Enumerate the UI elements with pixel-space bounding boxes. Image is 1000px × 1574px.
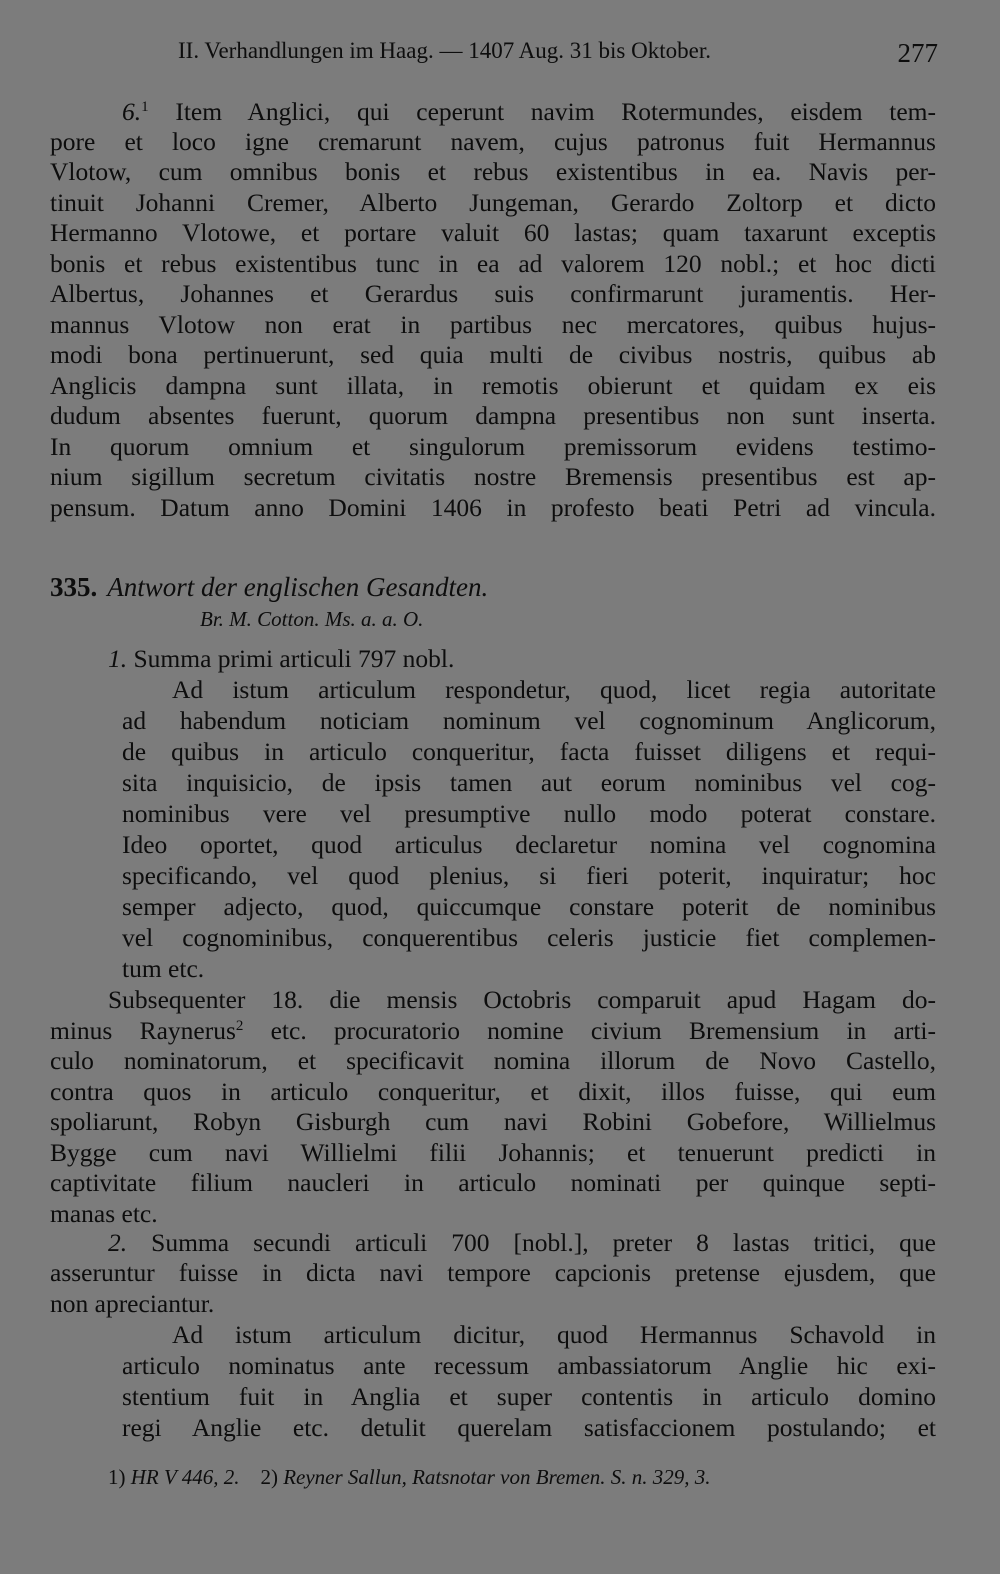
para6-line-13: nium sigillum secretum civitatis nostre Bremensis presentibus est ap-: [50, 462, 936, 491]
para6-line-5: Hermanno Vlotowe, et portare valuit 60 lastas; quam taxarunt exceptis: [50, 218, 936, 247]
para6-line-10: Anglicis dampna sunt illata, in remotis obierunt et quidam ex eis: [50, 371, 936, 400]
section-heading: [50, 571, 488, 603]
article2-summary: Summa secundi articuli 700 [nobl.], preter 8 lastas tritici, que: [151, 1228, 936, 1257]
footnote-1-text: HR V 446, 2.: [130, 1465, 240, 1489]
footnote-ref-2: 2: [235, 1018, 244, 1034]
article2-line-1: [108, 1228, 936, 1258]
source-reference: Br. M. Cotton. Ms. a. a. O.: [200, 607, 424, 631]
para6-line-11: dudum absentes fuerunt, quorum dampna presentibus non sunt inserta.: [50, 401, 936, 430]
article2-marker: 2.: [108, 1228, 128, 1257]
article1-sub-line-2: [50, 1016, 936, 1046]
article2-answer-line-4: regi Anglie etc. detulit querelam satisfaccionem postulando; et: [122, 1413, 936, 1442]
footnote-ref-1: 1: [141, 99, 149, 115]
article1-answer-line-2: ad habendum noticiam nominum vel cognominum Anglicorum,: [122, 706, 936, 735]
article2-answer-line-3: stentium fuit in Anglia et super contentis in articulo domino: [122, 1382, 936, 1411]
sub-text-b: etc. procuratorio nomine civium Bremensium in arti-: [243, 1016, 937, 1045]
page-number: 277: [897, 38, 938, 68]
para6-line-2: pore et loco igne cremarunt navem, cujus patronus fuit Hermannus: [50, 127, 936, 156]
para6-line-14: pensum. Datum anno Domini 1406 in profesto beati Petri ad vincula.: [50, 493, 936, 522]
para6-line-9: modi bona pertinuerunt, sed quia multi de civibus nostris, quibus ab: [50, 340, 936, 369]
para6-line-7: Albertus, Johannes et Gerardus suis confirmarunt juramentis. Her-: [50, 279, 936, 308]
para6-line-3: Vlotow, cum omnibus bonis et rebus existentibus in ea. Navis per-: [50, 157, 936, 186]
article1-answer-line-7: specificando, vel quod plenius, si fieri poterit, inquiratur; hoc: [122, 861, 936, 890]
article1-sub-line-1: Subsequenter 18. die mensis Octobris comparuit apud Hagam do-: [108, 985, 936, 1014]
para6-text: Item Anglici, qui ceperunt navim Rotermundes, eisdem tem-: [175, 97, 937, 126]
sub-text-a: minus Raynerus: [50, 1016, 236, 1045]
article1-sub-line-7: captivitate filium naucleri in articulo nominati per quinque septi-: [50, 1168, 936, 1197]
article1-summary: Summa primi articuli 797 nobl.: [133, 644, 455, 673]
article1-sub-line-3: culo nominatorum, et specificavit nomina illorum de Novo Castello,: [50, 1046, 936, 1075]
article1-sub-line-4: contra quos in articulo conqueritur, et dixit, illos fuisse, qui eum: [50, 1077, 936, 1106]
para6-line-8: mannus Vlotow non erat in partibus nec mercatores, quibus hujus-: [50, 310, 936, 339]
section-title: Antwort der englischen Gesandten.: [107, 572, 489, 602]
article1-answer-line-8: semper adjecto, quod, quiccumque constare poterit de nominibus: [122, 892, 936, 921]
article2-line-2: asseruntur fuisse in dicta navi tempore capcionis pretense ejusdem, que: [50, 1258, 936, 1287]
footnotes: [108, 1464, 711, 1490]
article1-sub-line-6: Bygge cum navi Willielmi filii Johannis; et tenuerunt predicti in: [50, 1138, 936, 1167]
article1-answer-line-4: sita inquisicio, de ipsis tamen aut eorum nominibus vel cog-: [122, 768, 936, 797]
para6-line-1: [122, 97, 936, 127]
footnote-2-number: 2): [260, 1465, 278, 1489]
footnote-1-number: 1): [108, 1465, 126, 1489]
article1-sub-line-8: manas etc.: [50, 1199, 158, 1228]
para6-line-12: In quorum omnium et singulorum premissorum evidens testimo-: [50, 432, 936, 461]
footnote-2-text: Reyner Sallun, Ratsnotar von Bremen. S. n. 329, 3.: [283, 1465, 711, 1489]
article1-answer-line-9: vel cognominibus, conquerentibus celeris justicie fiet complemen-: [122, 923, 936, 952]
para6-line-6: bonis et rebus existentibus tunc in ea ad valorem 120 nobl.; et hoc dicti: [50, 249, 936, 278]
article1-answer-line-6: Ideo oportet, quod articulus declaretur nomina vel cognomina: [122, 830, 936, 859]
para6-line-4: tinuit Johanni Cremer, Alberto Jungeman, Gerardo Zoltorp et dicto: [50, 188, 936, 217]
para6-marker: 6.: [122, 97, 142, 126]
article2-answer-line-2: articulo nominatus ante recessum ambassiatorum Anglie hic exi-: [122, 1351, 936, 1380]
article2-line-3: non apreciantur.: [50, 1289, 215, 1318]
article1-answer-line-10: tum etc.: [122, 954, 205, 983]
article1-sub-line-5: spoliarunt, Robyn Gisburgh cum navi Robini Gobefore, Willielmus: [50, 1107, 936, 1136]
article2-answer-line-1: Ad istum articulum dicitur, quod Hermannus Schavold in: [172, 1320, 936, 1349]
article1-answer-line-5: nominibus vere vel presumptive nullo modo poterat constare.: [122, 799, 936, 828]
running-title: II. Verhandlungen im Haag. — 1407 Aug. 31 bis Oktober.: [178, 38, 711, 63]
article1-marker: 1.: [108, 644, 128, 673]
section-number: 335.: [50, 572, 98, 602]
article1-answer-line-1: Ad istum articulum respondetur, quod, licet regia autoritate: [172, 675, 936, 704]
article1-summary-line: [108, 644, 936, 674]
article1-answer-line-3: de quibus in articulo conqueritur, facta fuisset diligens et requi-: [122, 737, 936, 766]
